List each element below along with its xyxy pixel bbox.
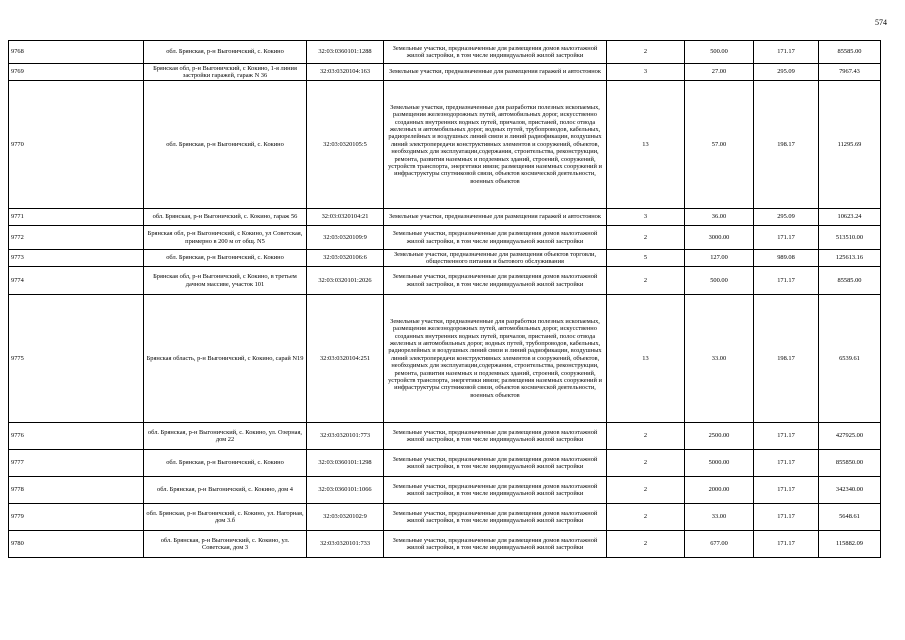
row-number: 9772 (9, 226, 144, 250)
table-row (9, 64, 881, 81)
cadastral-value-cell: 11295.69 (819, 81, 881, 209)
group-code-cell: 2 (607, 504, 685, 531)
land-use-cell: Земельные участки, предназначенные для размещения домов малоэтажной жилой застройки, в том числе индивидуальной жилой застройки (384, 450, 607, 477)
land-use-cell: Земельные участки, предназначенные для размещения гаражей и автостоянок (384, 209, 607, 226)
table-row (9, 209, 881, 226)
area-cell: 36.00 (685, 209, 754, 226)
cadastral-number-cell: 32:03:0320101:2026 (307, 267, 384, 295)
cadastral-number-cell: 32:03:0320105:5 (307, 81, 384, 209)
address-cell: Брянская обл, р-н Выгоничский, с Кокино, 1-я линия застройки гаражей, гараж N 36 (144, 64, 307, 81)
land-registry-table (8, 40, 881, 558)
row-number: 9778 (9, 477, 144, 504)
row-number: 9768 (9, 41, 144, 64)
table-row (9, 504, 881, 531)
area-cell: 2500.00 (685, 423, 754, 450)
area-cell: 500.00 (685, 41, 754, 64)
table-row (9, 531, 881, 558)
land-use-cell: Земельные участки, предназначенные для разработки полезных ископаемых, размещения железнодорожных путей, автомобильных дорог, искусственно созданных внутренних водных путей, причалов, пристаней, полос отвода железных и автомобильных дорог, водных путей, трубопроводов, кабельных, радиорелейных и воздушных линий связи и линий радиофикации, воздушных линий электропередачи конструктивных элементов и сооружений, объектов, необходимых для эксплуатации,содержания, строительства, реконструкции, ремонта, развития наземных и подземных зданий, строений, сооружений, устройств транспорта, энергетики ивязи; размещения наземных сооружений и инфраструктуры спутниковой связи, объектов космической деятельности, военных объектов (384, 81, 607, 209)
address-cell: обл. Брянская, р-н Выгоничский, с. Кокино, ул. Советская, дом 3 (144, 531, 307, 558)
area-cell: 677.00 (685, 531, 754, 558)
address-cell: обл. Брянская, р-н Выгоничский, с. Кокино, ул. Озерная, дом 22 (144, 423, 307, 450)
cadastral-number-cell: 32:03:0360101:1298 (307, 450, 384, 477)
land-use-cell: Земельные участки, предназначенные для разработки полезных ископаемых, размещения железнодорожных путей, автомобильных дорог, искусственно созданных внутренних водных путей, причалов, пристаней, полос отвода железных и автомобильных дорог, водных путей, трубопроводов, кабельных, радиорелейных и воздушных линий связи и линий радиофикации, воздушных линий электропередачи конструктивных элементов и сооружений, объектов, необходимых для эксплуатации,содержания, строительства, реконструкции, ремонта, развития наземных и подземных зданий, строений, сооружений, устройств транспорта, энергетики ивязи; размещения наземных сооружений и инфраструктуры спутниковой связи, объектов космической деятельности, военных объектов (384, 295, 607, 423)
table-row (9, 450, 881, 477)
rate-cell: 171.17 (754, 450, 819, 477)
cadastral-number-cell: 32:03:0320104:163 (307, 64, 384, 81)
land-use-cell: Земельные участки, предназначенные для размещения домов малоэтажной жилой застройки, в том числе индивидуальной жилой застройки (384, 477, 607, 504)
cadastral-value-cell: 115882.09 (819, 531, 881, 558)
group-code-cell: 2 (607, 423, 685, 450)
cadastral-value-cell: 427925.00 (819, 423, 881, 450)
land-use-cell: Земельные участки, предназначенные для размещения домов малоэтажной жилой застройки, в том числе индивидуальной жилой застройки (384, 423, 607, 450)
land-use-cell: Земельные участки, предназначенные для размещения домов малоэтажной жилой застройки, в том числе индивидуальной жилой застройки (384, 41, 607, 64)
table-row (9, 41, 881, 64)
rate-cell: 171.17 (754, 423, 819, 450)
cadastral-value-cell: 855850.00 (819, 450, 881, 477)
cadastral-number-cell: 32:03:0360101:1288 (307, 41, 384, 64)
table-row (9, 267, 881, 295)
rate-cell: 171.17 (754, 267, 819, 295)
row-number: 9771 (9, 209, 144, 226)
rate-cell: 198.17 (754, 295, 819, 423)
rate-cell: 295.09 (754, 64, 819, 81)
group-code-cell: 2 (607, 41, 685, 64)
cadastral-value-cell: 10623.24 (819, 209, 881, 226)
cadastral-number-cell: 32:03:0320101:733 (307, 531, 384, 558)
land-use-cell: Земельные участки, предназначенные для размещения домов малоэтажной жилой застройки, в том числе индивидуальной жилой застройки (384, 531, 607, 558)
group-code-cell: 2 (607, 450, 685, 477)
row-number: 9770 (9, 81, 144, 209)
address-cell: обл. Брянская, р-н Выгоничский, с. Кокино, гараж 56 (144, 209, 307, 226)
cadastral-value-cell: 6539.61 (819, 295, 881, 423)
cadastral-value-cell: 85585.00 (819, 267, 881, 295)
area-cell: 27.00 (685, 64, 754, 81)
land-use-cell: Земельные участки, предназначенные для размещения гаражей и автостоянок (384, 64, 607, 81)
rate-cell: 171.17 (754, 477, 819, 504)
area-cell: 127.00 (685, 250, 754, 267)
row-number: 9777 (9, 450, 144, 477)
area-cell: 5000.00 (685, 450, 754, 477)
group-code-cell: 5 (607, 250, 685, 267)
address-cell: Брянская область, р-н Выгоничский, с Кокино, сарай N19 (144, 295, 307, 423)
row-number: 9775 (9, 295, 144, 423)
rate-cell: 295.09 (754, 209, 819, 226)
address-cell: обл. Брянская, р-н Выгоничский, с. Кокино, ул. Нагорная, дом 3.б (144, 504, 307, 531)
row-number: 9779 (9, 504, 144, 531)
table-row (9, 423, 881, 450)
cadastral-value-cell: 85585.00 (819, 41, 881, 64)
group-code-cell: 2 (607, 477, 685, 504)
rate-cell: 989.08 (754, 250, 819, 267)
address-cell: Брянская обл, р-н Выгоничский, с Кокино, ул Советская, примерно в 200 м от общ. N5 (144, 226, 307, 250)
row-number: 9776 (9, 423, 144, 450)
row-number: 9769 (9, 64, 144, 81)
address-cell: обл. Брянская, р-н Выгоничский, с. Кокино, дом 4 (144, 477, 307, 504)
rate-cell: 171.17 (754, 504, 819, 531)
area-cell: 2000.00 (685, 477, 754, 504)
table-row (9, 250, 881, 267)
address-cell: обл. Брянская, р-н Выгоничский, с. Кокино (144, 250, 307, 267)
cadastral-number-cell: 32:03:0320106:6 (307, 250, 384, 267)
area-cell: 33.00 (685, 504, 754, 531)
land-use-cell: Земельные участки, предназначенные для размещения объектов торговли, общественного питания и бытового обслуживания (384, 250, 607, 267)
area-cell: 500.00 (685, 267, 754, 295)
land-use-cell: Земельные участки, предназначенные для размещения домов малоэтажной жилой застройки, в том числе индивидуальной жилой застройки (384, 267, 607, 295)
cadastral-value-cell: 125613.16 (819, 250, 881, 267)
land-use-cell: Земельные участки, предназначенные для размещения домов малоэтажной жилой застройки, в том числе индивидуальной жилой застройки (384, 504, 607, 531)
group-code-cell: 2 (607, 267, 685, 295)
area-cell: 33.00 (685, 295, 754, 423)
row-number: 9773 (9, 250, 144, 267)
address-cell: обл. Брянская, р-н Выгоничский, с. Кокино (144, 81, 307, 209)
cadastral-value-cell: 7967.43 (819, 64, 881, 81)
address-cell: обл. Брянская, р-н Выгоничский, с. Кокино (144, 450, 307, 477)
cadastral-value-cell: 5648.61 (819, 504, 881, 531)
cadastral-number-cell: 32:03:0320102:9 (307, 504, 384, 531)
cadastral-number-cell: 32:03:0320109:9 (307, 226, 384, 250)
address-cell: Брянская обл, р-н Выгоничский, с Кокино, в третьем дачном массиве, участок 101 (144, 267, 307, 295)
area-cell: 3000.00 (685, 226, 754, 250)
cadastral-number-cell: 32:03:0320104:21 (307, 209, 384, 226)
group-code-cell: 3 (607, 209, 685, 226)
table-row (9, 81, 881, 209)
table-row (9, 477, 881, 504)
table-row (9, 295, 881, 423)
group-code-cell: 3 (607, 64, 685, 81)
cadastral-number-cell: 32:03:0360101:1066 (307, 477, 384, 504)
group-code-cell: 13 (607, 81, 685, 209)
rate-cell: 198.17 (754, 81, 819, 209)
land-use-cell: Земельные участки, предназначенные для размещения домов малоэтажной жилой застройки, в том числе индивидуальной жилой застройки (384, 226, 607, 250)
cadastral-value-cell: 513510.00 (819, 226, 881, 250)
address-cell: обл. Брянская, р-н Выгоничский, с. Кокино (144, 41, 307, 64)
row-number: 9774 (9, 267, 144, 295)
cadastral-value-cell: 342340.00 (819, 477, 881, 504)
group-code-cell: 2 (607, 531, 685, 558)
cadastral-number-cell: 32:03:0320101:773 (307, 423, 384, 450)
rate-cell: 171.17 (754, 226, 819, 250)
rate-cell: 171.17 (754, 531, 819, 558)
rate-cell: 171.17 (754, 41, 819, 64)
table-row (9, 226, 881, 250)
row-number: 9780 (9, 531, 144, 558)
area-cell: 57.00 (685, 81, 754, 209)
cadastral-number-cell: 32:03:0320104:251 (307, 295, 384, 423)
group-code-cell: 2 (607, 226, 685, 250)
page-number: 574 (875, 18, 887, 27)
group-code-cell: 13 (607, 295, 685, 423)
